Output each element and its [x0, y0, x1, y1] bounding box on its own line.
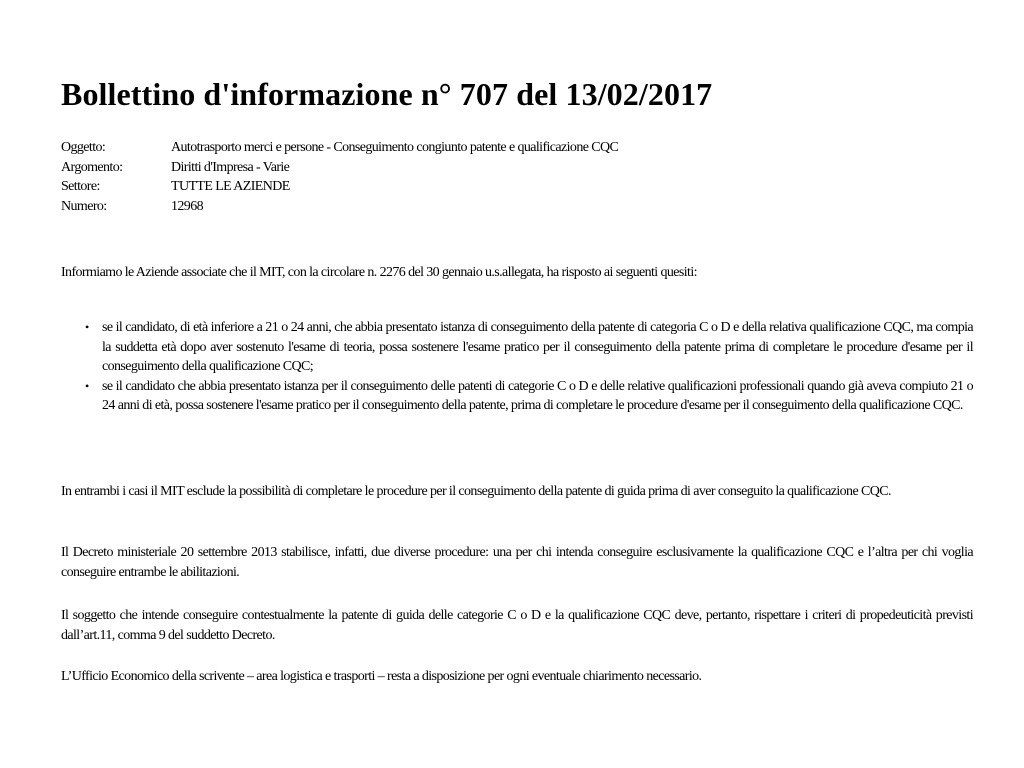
list-item — [85, 318, 973, 377]
meta-row-numero — [61, 197, 618, 217]
meta-key: Settore: — [61, 179, 100, 194]
page-title: Bollettino d'informazione n° 707 del 13/02/2017 — [61, 76, 713, 112]
meta-value: TUTTE LE AZIENDE — [171, 179, 290, 194]
body-paragraph: Il Decreto ministeriale 20 settembre 2013 stabilisce, infatti, due diverse procedure: una per chi intenda conseguire esclusivamente la qualificazione CQC e l’altra per chi voglia conseguire entrambe le abilitazioni. — [61, 545, 973, 580]
bullet-icon: • — [85, 320, 89, 334]
metadata-table — [61, 138, 618, 216]
meta-value: Autotrasporto merci e persone - Conseguimento congiunto patente e qualificazione CQC — [171, 140, 619, 155]
bullet-icon: • — [85, 378, 89, 393]
meta-row-settore — [61, 177, 618, 197]
meta-key: Argomento: — [61, 159, 123, 175]
closing-paragraph: L’Ufficio Economico della scrivente – area logistica e trasporti – resta a disposizione per ogni eventuale chiarimento necessario. — [61, 669, 702, 684]
meta-value: Diritti d'Impresa - Varie — [171, 159, 290, 175]
question-list — [61, 318, 973, 416]
meta-row-argomento — [61, 158, 618, 178]
meta-key: Oggetto: — [61, 140, 106, 155]
meta-value: 12968 — [171, 198, 204, 214]
meta-key: Numero: — [61, 198, 107, 214]
list-item-text: se il candidato, di età inferiore a 21 o 24 anni, che abbia presentato istanza di conseguimento della patente di categoria C o D e della relativa qualificazione CQC, ma compia la suddetta età dopo aver sostenuto l'esame di teoria, possa sostenere l'esame pratico per il conseguimento della patente prima di completare le procedure d'esame per il conseguimento della qualificazione CQC; — [102, 320, 973, 374]
body-paragraph: Il soggetto che intende conseguire contestualmente la patente di guida delle categorie C o D e la qualificazione CQC deve, pertanto, rispettare i criteri di propedeuticità previsti dall’art.11, comma 9 del suddetto Decreto. — [61, 608, 973, 643]
meta-row-oggetto — [61, 138, 618, 158]
body-paragraph: In entrambi i casi il MIT esclude la possibilità di completare le procedure per il conseguimento della patente di guida prima di aver conseguito la qualificazione CQC. — [61, 484, 891, 499]
list-item — [85, 377, 973, 416]
intro-paragraph: Informiamo le Aziende associate che il MIT, con la circolare n. 2276 del 30 gennaio u.s.allegata, ha risposto ai seguenti quesiti: — [61, 265, 697, 280]
list-item-text: se il candidato che abbia presentato istanza per il conseguimento delle patenti di categorie C o D e delle relative qualificazioni professionali quando già aveva compiuto 21 o 24 anni di età, possa sostenere l'esame pratico per il conseguimento della patente, prima di completare le procedure d'esame per il conseguimento della qualificazione CQC. — [102, 378, 973, 413]
